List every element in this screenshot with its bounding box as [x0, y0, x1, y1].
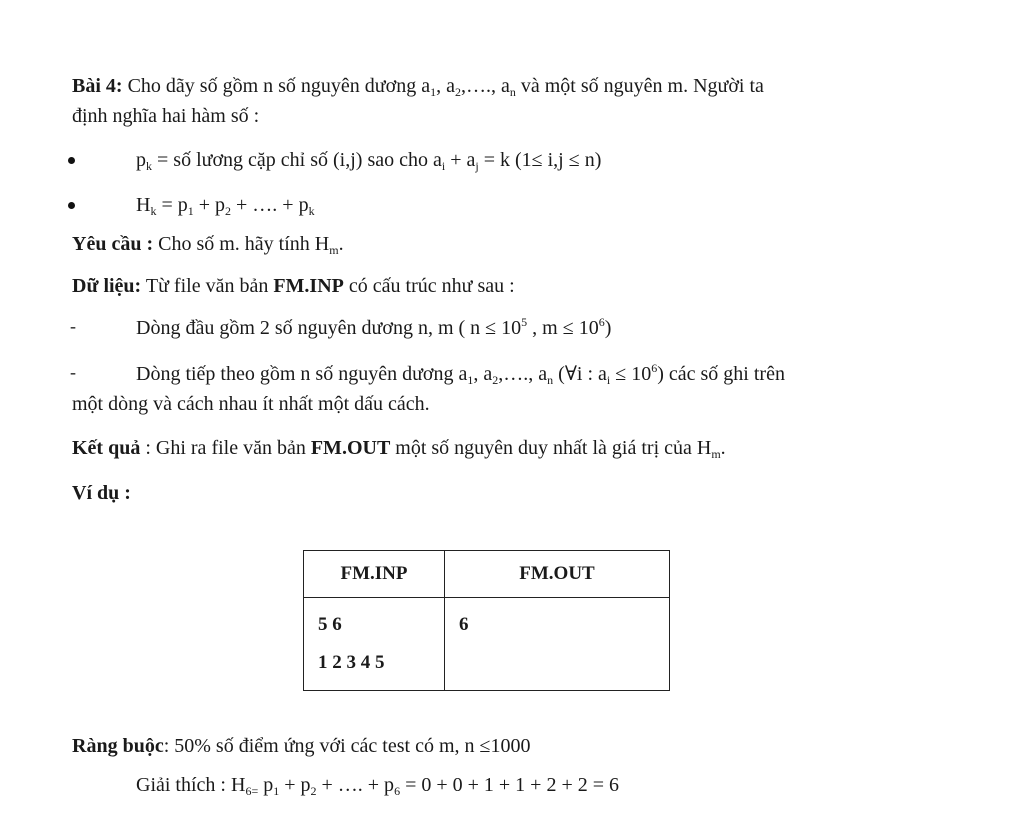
input-description: Dữ liệu: Từ file văn bản FM.INP có cấu trúc như sau :	[72, 275, 515, 297]
header-fm-inp: FM.INP	[304, 551, 445, 598]
definition-hk: $H_k = p_1 + p_2$ + …. + $p_k$	[136, 194, 315, 218]
cell-fm-out: 6	[445, 598, 670, 691]
dash-2: -	[70, 362, 76, 382]
cell-fm-inp: 5 6 1 2 3 4 5	[304, 598, 445, 691]
problem-intro-line2: định nghĩa hai hàm số :	[72, 105, 260, 127]
explanation-line: Giải thích : $H_{6=}$ $p_1 + p_2$ + …. + $p_6 = 0 + 0 + 1 + 1 + 2 + 2 = 6$	[136, 774, 620, 798]
constraint-line: Ràng buộc: 50% số điểm ứng với các test có m, n ≤1000	[72, 735, 531, 757]
example-table	[303, 550, 670, 691]
requirement-line: Yêu cầu : Cho số m. hãy tính $H_m$.	[72, 233, 344, 257]
problem-intro-line1: Bài 4: Cho dãy số gồm n số nguyên dương $a_1$, $a_2,\dots$., $a_n$ và một số nguyên m. Người ta	[72, 75, 764, 99]
problem-title: Bài 4:	[72, 75, 123, 97]
header-fm-out: FM.OUT	[445, 551, 670, 598]
input-line2-cont: một dòng và cách nhau ít nhất một dấu cách.	[72, 393, 430, 415]
example-label: Ví dụ :	[72, 482, 131, 504]
output-description: Kết quả : Ghi ra file văn bản FM.OUT một số nguyên duy nhất là giá trị của $H_m$.	[72, 437, 726, 461]
bullet-dot-2	[68, 202, 75, 209]
input-line2-desc: Dòng tiếp theo gồm n số nguyên dương $a_1$, $a_2,\dots$., $a_n$ (∀i : $a_i \le 10^6$) các số ghi trên	[136, 361, 785, 387]
dash-1: -	[70, 316, 76, 336]
definition-pk: $p_k$ = số lương cặp chỉ số (i,j) sao cho $a_i + a_j = k$ (1≤ i,j ≤ n)	[136, 149, 602, 173]
bullet-dot-1	[68, 157, 75, 164]
input-line1-desc: Dòng đầu gồm 2 số nguyên dương n, m ( $n \le 10^5$ , $m \le 10^6$)	[136, 315, 612, 339]
